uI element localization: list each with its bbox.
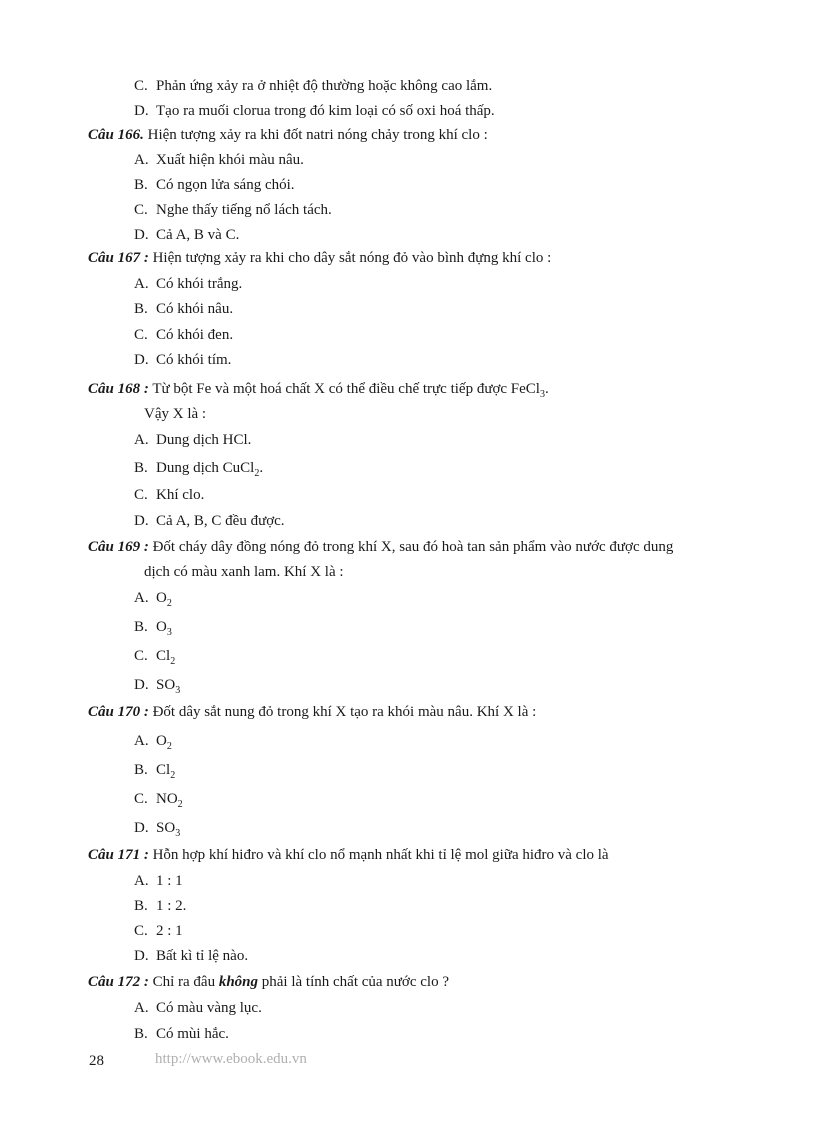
option-b: B. 1 : 2.: [134, 898, 187, 914]
question-168: Câu 168 : Từ bột Fe và một hoá chất X có thể điều chế trực tiếp được FeCl$_3$.: [88, 381, 549, 400]
question-166: Câu 166. Hiện tượng xảy ra khi đốt natri nóng chảy trong khí clo :: [88, 127, 488, 143]
option-c: C. Nghe thấy tiếng nổ lách tách.: [134, 202, 332, 218]
option-d: D. Cả A, B, C đều được.: [134, 513, 285, 529]
option-a: A. Dung dịch HCl.: [134, 432, 252, 448]
footer-url[interactable]: http://www.ebook.edu.vn: [155, 1051, 307, 1067]
option-a: A. Có khói trắng.: [134, 276, 243, 292]
question-171: Câu 171 : Hỗn hợp khí hiđro và khí clo nổ mạnh nhất khi tỉ lệ mol giữa hiđro và clo là: [88, 847, 609, 863]
question-continuation: Vậy X là :: [144, 406, 207, 422]
question-continuation: dịch có màu xanh lam. Khí X là :: [144, 564, 344, 580]
option-c: C. 2 : 1: [134, 923, 183, 939]
option-d: D. $SO_3$: [134, 820, 181, 839]
option-a: A. $O_2$: [134, 733, 172, 752]
question-167: Câu 167 : Hiện tượng xảy ra khi cho dây sắt nóng đỏ vào bình đựng khí clo :: [88, 250, 552, 266]
option-d: D. $SO_3$: [134, 677, 181, 696]
emphasis: không: [218, 974, 259, 990]
option-c: C. $Cl_2$: [134, 648, 176, 667]
option-d: D. Cả A, B và C.: [134, 227, 240, 243]
option-b: B. Có khói nâu.: [134, 301, 234, 317]
option-a: A. Có màu vàng lục.: [134, 1000, 262, 1016]
option-b: B. Có mùi hắc.: [134, 1026, 229, 1042]
page-number: 28: [89, 1053, 104, 1069]
option-b: B. Dung dịch CuCl$_2$.: [134, 460, 264, 479]
option-d: D. Tạo ra muối clorua trong đó kim loại có số oxi hoá thấp.: [134, 103, 495, 119]
option-b: B. Có ngọn lửa sáng chói.: [134, 177, 295, 193]
option-c: C. Khí clo.: [134, 487, 205, 503]
question-170: Câu 170 : Đốt dây sắt nung đỏ trong khí X tạo ra khói màu nâu. Khí X là :: [88, 704, 537, 720]
question-172: Câu 172 : Chỉ ra đâu không phải là tính chất của nước clo ?: [88, 974, 450, 990]
option-c: C. $NO_2$: [134, 791, 183, 810]
option-d: D. Bất kì tỉ lệ nào.: [134, 948, 249, 964]
option-b: B. $Cl_2$: [134, 762, 176, 781]
question-169: Câu 169 : Đốt cháy dây đồng nóng đỏ trong khí X, sau đó hoà tan sản phẩm vào nước được dung: [88, 539, 674, 555]
option-a: A. 1 : 1: [134, 873, 183, 889]
option-b: B. $O_3$: [134, 619, 172, 638]
option-c: C. Có khói đen.: [134, 327, 234, 343]
option-c: C. Phản ứng xảy ra ở nhiệt độ thường hoặc không cao lắm.: [134, 78, 493, 94]
option-a: A. $O_2$: [134, 590, 172, 609]
option-a: A. Xuất hiện khói màu nâu.: [134, 152, 304, 168]
option-d: D. Có khói tím.: [134, 352, 232, 368]
